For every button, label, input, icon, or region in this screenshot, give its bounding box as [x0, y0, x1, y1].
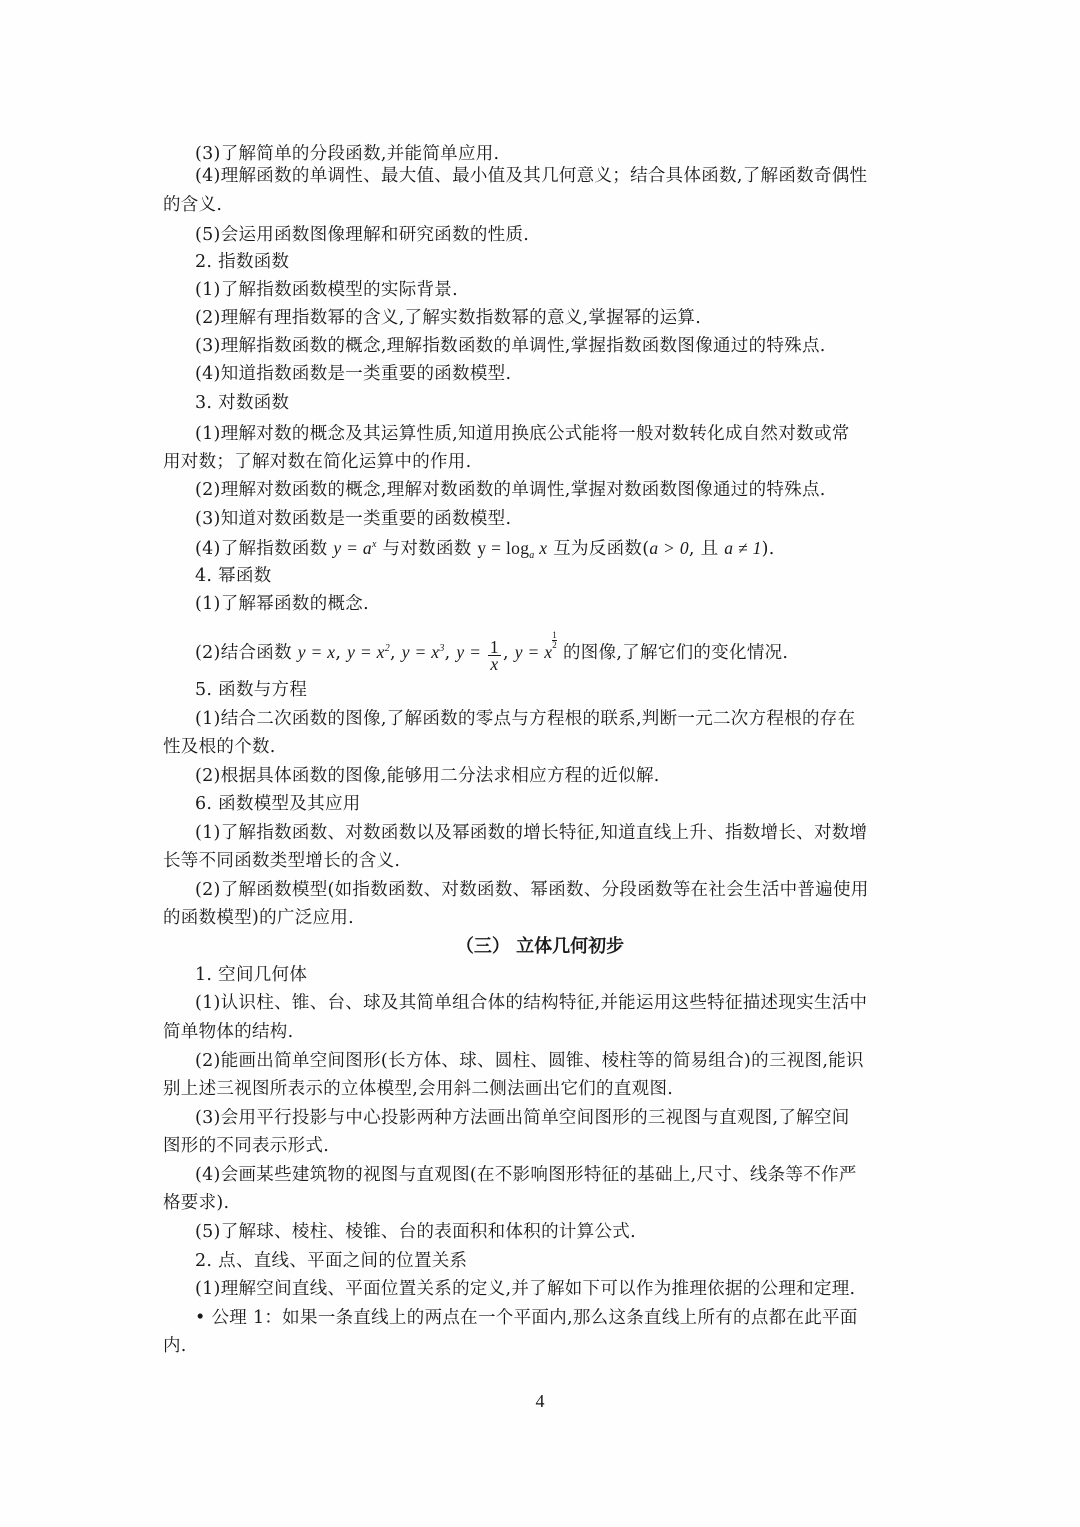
- section-heading: （三） 立体几何初步: [455, 936, 625, 957]
- condition: a ≠ 1: [724, 538, 762, 558]
- paragraph-line: (1)理解对数的概念及其运算性质,知道用换底公式能将一般对数转化成自然对数或常: [195, 424, 850, 444]
- subsection-heading: 4. 幂函数: [195, 566, 272, 586]
- bullet-line: • 公理 1：如果一条直线上的两点在一个平面内,那么这条直线上所有的点都在此平面: [195, 1308, 858, 1328]
- paragraph-line: 别上述三视图所表示的立体模型,会用斜二侧法画出它们的直观图.: [163, 1079, 674, 1099]
- text: (4)了解指数函数: [195, 539, 334, 559]
- paragraph-line: (1)了解幂函数的概念.: [195, 594, 369, 614]
- formula-exponent: 3: [439, 643, 445, 654]
- formula-log-arg: x: [534, 538, 548, 558]
- subsection-heading: 2. 指数函数: [195, 252, 290, 272]
- paragraph-line: 内.: [163, 1336, 187, 1356]
- formula: [514, 630, 558, 662]
- paragraph-line: 简单物体的结构.: [163, 1022, 294, 1042]
- separator: ,: [444, 643, 457, 663]
- text: 互为反函数(: [547, 539, 650, 559]
- page-number: 4: [535, 1391, 545, 1411]
- paragraph-line: 长等不同函数类型增长的含义.: [163, 851, 401, 871]
- formula-log-prefix: y = log: [477, 538, 530, 558]
- formula-exponent: x: [371, 539, 377, 550]
- paragraph-line: 图形的不同表示形式.: [163, 1136, 330, 1156]
- paragraph-line: (4)会画某些建筑物的视图与直观图(在不影响图形特征的基础上,尺寸、线条等不作严: [195, 1165, 857, 1185]
- numerator: 1: [552, 630, 558, 640]
- paragraph-line: (2)了解函数模型(如指数函数、对数函数、幂函数、分段函数等在社会生活中普遍使用: [195, 880, 869, 900]
- paragraph-line: (1)了解指数函数、对数函数以及幂函数的增长特征,知道直线上升、指数增长、对数增: [195, 823, 868, 843]
- paragraph-line: (4)知道指数函数是一类重要的函数模型.: [195, 364, 512, 384]
- paragraph-line: (2)理解有理指数幂的含义,了解实数指数幂的意义,掌握幂的运算.: [195, 308, 702, 328]
- paragraph-line: (3)理解指数函数的概念,理解指数函数的单调性,掌握指数函数图像通过的特殊点.: [195, 336, 826, 356]
- paragraph-line: (5)了解球、棱柱、棱锥、台的表面积和体积的计算公式.: [195, 1222, 636, 1242]
- condition: a > 0: [649, 538, 689, 558]
- separator: ,: [390, 643, 402, 663]
- formula-exponent: 2: [384, 643, 390, 654]
- paragraph-line: (1)了解指数函数模型的实际背景.: [195, 280, 458, 300]
- denominator: x: [490, 654, 499, 675]
- paragraph-line: 的函数模型)的广泛应用.: [163, 908, 354, 928]
- paragraph-line: (2)能画出简单空间图形(长方体、球、圆柱、圆锥、棱柱等的简易组合)的三视图,能识: [195, 1051, 864, 1071]
- subsection-heading: 1. 空间几何体: [195, 965, 308, 985]
- formula-base: y =: [456, 642, 486, 662]
- text: (2)结合函数: [195, 643, 298, 663]
- paragraph-line: (5)会运用函数图像理解和研究函数的性质.: [195, 225, 530, 245]
- formula-log-base: a: [529, 550, 535, 561]
- text: , 且: [688, 539, 725, 559]
- paragraph-line: 的含义.: [163, 195, 223, 215]
- formula-base: y = x: [401, 642, 440, 662]
- math-line-inverse-functions: [195, 537, 918, 560]
- formula: [402, 642, 445, 662]
- fraction: [488, 637, 501, 675]
- subsection-heading: 6. 函数模型及其应用: [195, 794, 361, 814]
- formula-base: y = a: [333, 538, 372, 558]
- formula: [347, 642, 390, 662]
- text: 与对数函数: [376, 539, 478, 559]
- text: 的图像,了解它们的变化情况.: [557, 643, 789, 663]
- numerator: 1: [489, 637, 499, 658]
- paragraph-line: (1)认识柱、锥、台、球及其简单组合体的结构特征,并能运用这些特征描述现实生活中: [195, 993, 868, 1013]
- paragraph-line: (3)了解简单的分段函数,并能简单应用.: [195, 144, 500, 164]
- paragraph-line: (2)根据具体函数的图像,能够用二分法求相应方程的近似解.: [195, 766, 660, 786]
- denominator: 2: [552, 640, 558, 650]
- paragraph-line: 用对数；了解对数在简化运算中的作用.: [163, 452, 472, 472]
- formula-base: y = x: [514, 642, 553, 662]
- formula: [456, 637, 503, 675]
- math-line-power-functions: [195, 630, 918, 675]
- paragraph-line: 性及根的个数.: [163, 737, 276, 757]
- separator: ,: [335, 643, 348, 663]
- paragraph-line: (1)理解空间直线、平面位置关系的定义,并了解如下可以作为推理依据的公理和定理.: [195, 1279, 856, 1299]
- formula-log: [477, 538, 548, 561]
- paragraph-line: (3)知道对数函数是一类重要的函数模型.: [195, 509, 512, 529]
- paragraph-line: (3)会用平行投影与中心投影两种方法画出简单空间图形的三视图与直观图,了解空间: [195, 1108, 850, 1128]
- subsection-heading: 5. 函数与方程: [195, 680, 308, 700]
- text: ).: [761, 539, 775, 559]
- formula-exp: [333, 538, 376, 558]
- separator: ,: [502, 643, 515, 663]
- paragraph-line: (2)理解对数函数的概念,理解对数函数的单调性,掌握对数函数图像通过的特殊点.: [195, 480, 826, 500]
- paragraph-line: (1)结合二次函数的图像,了解函数的零点与方程根的联系,判断一元二次方程根的存在: [195, 709, 856, 729]
- formula-base: y = x: [347, 642, 385, 662]
- subsection-heading: 2. 点、直线、平面之间的位置关系: [195, 1251, 468, 1271]
- paragraph-line: 格要求).: [163, 1193, 230, 1213]
- paragraph-line: (4)理解函数的单调性、最大值、最小值及其几何意义；结合具体函数,了解函数奇偶性: [195, 166, 868, 186]
- formula: y = x: [297, 642, 336, 662]
- subsection-heading: 3. 对数函数: [195, 393, 290, 413]
